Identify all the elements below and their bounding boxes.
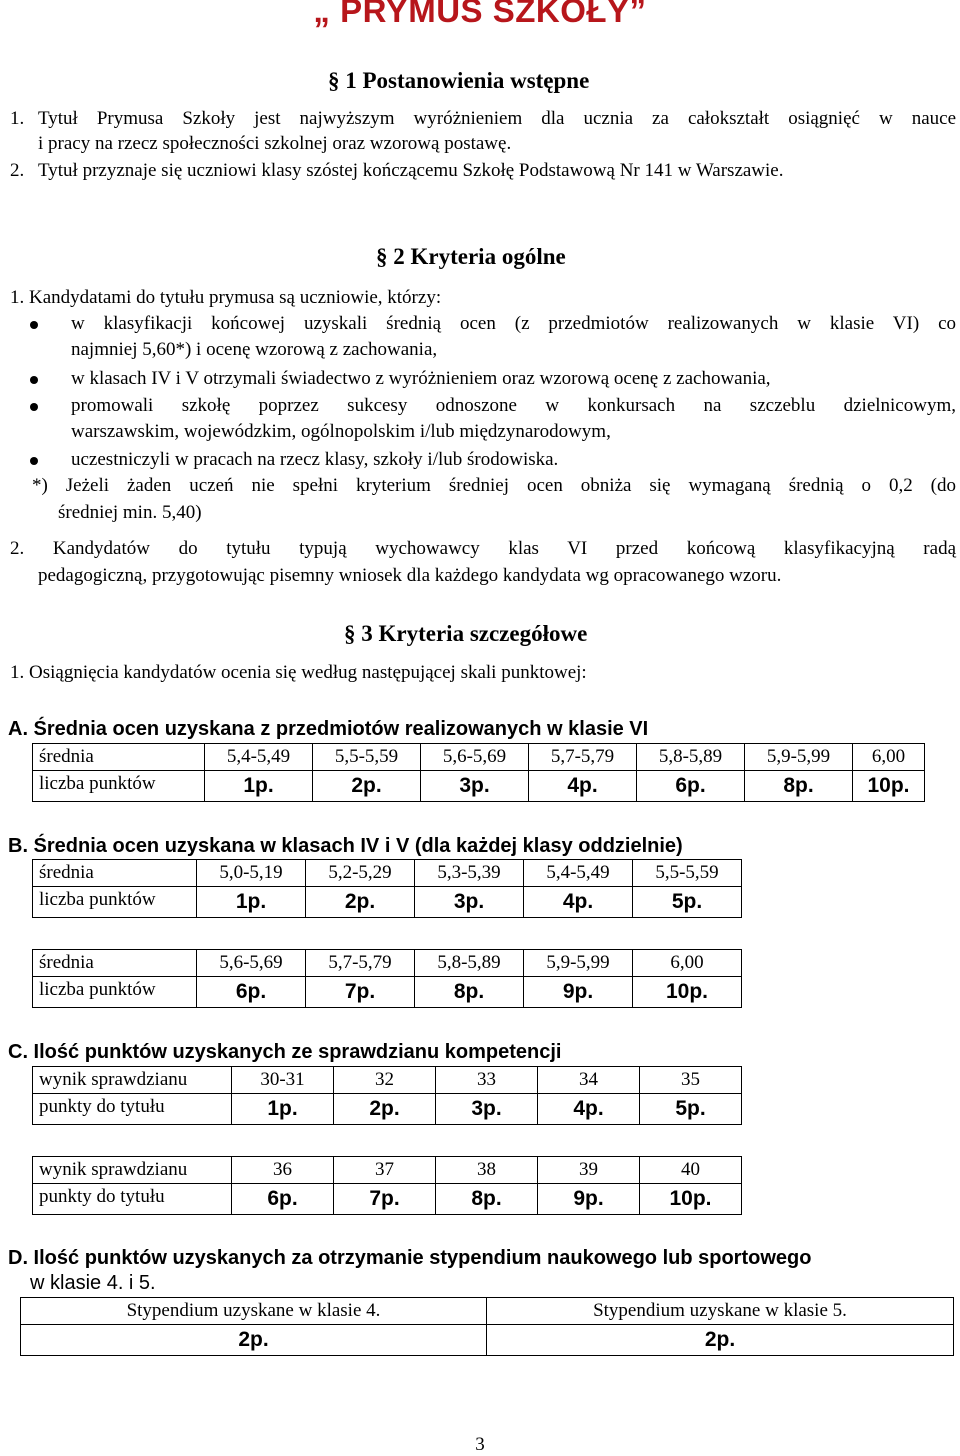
points-cell: 8p. xyxy=(745,771,853,802)
table-row xyxy=(33,1184,742,1215)
points-cell: 6p. xyxy=(232,1184,334,1215)
table-d-heading-line1: D. Ilość punktów uzyskanych za otrzymanie stypendium naukowego lub sportowego xyxy=(8,1247,812,1269)
row-label-result: wynik sprawdzianu xyxy=(33,1067,232,1094)
points-cell: 1p. xyxy=(197,887,306,918)
result-cell: 34 xyxy=(538,1067,640,1094)
s1-item1-number: 1. xyxy=(10,108,25,129)
points-cell: 10p. xyxy=(853,771,925,802)
result-cell: 30-31 xyxy=(232,1067,334,1094)
row-label-points: punkty do tytułu xyxy=(33,1094,232,1125)
points-cell: 4p. xyxy=(538,1094,640,1125)
row-label-srednia: średnia xyxy=(33,744,205,771)
bullet-icon xyxy=(30,376,38,384)
points-cell: 4p. xyxy=(524,887,633,918)
bullet-icon xyxy=(30,403,38,411)
points-cell: 3p. xyxy=(415,887,524,918)
points-cell: 2p. xyxy=(313,771,421,802)
points-cell: 6p. xyxy=(637,771,745,802)
s1-item1-line1: Tytuł Prymusa Szkoły jest najwyższym wyróżnieniem dla ucznia za całokształt osiągnięć w nauce xyxy=(38,108,956,129)
s2-item2-line2: pedagogiczną, przygotowując pisemny wniosek dla każdego kandydata wg opracowanego wzoru. xyxy=(38,565,782,586)
row-label-points: liczba punktów xyxy=(33,887,197,918)
table-b-part2 xyxy=(32,949,742,1008)
table-row xyxy=(33,977,742,1008)
table-row xyxy=(33,744,925,771)
result-cell: 33 xyxy=(436,1067,538,1094)
points-cell: 6p. xyxy=(197,977,306,1008)
bullet-icon xyxy=(30,457,38,465)
table-row xyxy=(21,1298,954,1325)
s2-bullet3-line1: promowali szkołę poprzez sukcesy odnoszone w konkursach na szczeblu dzielnicowym, xyxy=(71,395,956,416)
row-label-points: liczba punktów xyxy=(33,771,205,802)
range-cell: 5,7-5,79 xyxy=(529,744,637,771)
table-b-heading: B. Średnia ocen uzyskana w klasach IV i V (dla każdej klasy oddzielnie) xyxy=(8,835,683,857)
range-cell: 6,00 xyxy=(853,744,925,771)
table-c-part2 xyxy=(32,1156,742,1215)
s2-note-line2: średniej min. 5,40) xyxy=(58,502,202,523)
points-cell: 8p. xyxy=(436,1184,538,1215)
s1-item2-number: 2. xyxy=(10,160,25,181)
table-c-part1 xyxy=(32,1066,742,1125)
s2-bullet1-line1: w klasyfikacji końcowej uzyskali średnią ocen (z przedmiotów realizowanych w klasie VI) co xyxy=(71,313,956,334)
points-cell: 8p. xyxy=(415,977,524,1008)
table-d xyxy=(20,1297,954,1356)
table-b-part1 xyxy=(32,859,742,918)
table-row xyxy=(33,860,742,887)
table-row xyxy=(33,887,742,918)
points-cell: 10p. xyxy=(633,977,742,1008)
points-cell: 1p. xyxy=(205,771,313,802)
s1-item1-line2: i pracy na rzecz społeczności szkolnej oraz wzorową postawę. xyxy=(38,133,512,154)
table-row xyxy=(33,771,925,802)
range-cell: 5,2-5,29 xyxy=(306,860,415,887)
row-label-srednia: średnia xyxy=(33,860,197,887)
result-cell: 38 xyxy=(436,1157,538,1184)
scholarship-class-4-header: Stypendium uzyskane w klasie 4. xyxy=(21,1298,487,1325)
section-2-heading: § 2 Kryteria ogólne xyxy=(376,244,566,269)
range-cell: 5,5-5,59 xyxy=(313,744,421,771)
s2-note-line1: *) Jeżeli żaden uczeń nie spełni kryterium średniej ocen obniża się wymaganą średnią o 0,2 (do xyxy=(32,475,956,496)
s2-item2-line1: 2. Kandydatów do tytułu typują wychowawcy klas VI przed końcową klasyfikacyjną radą xyxy=(10,538,956,559)
points-cell: 3p. xyxy=(421,771,529,802)
row-label-points: punkty do tytułu xyxy=(33,1184,232,1215)
table-a xyxy=(32,743,925,802)
range-cell: 5,7-5,79 xyxy=(306,950,415,977)
s2-item1-intro: 1. Kandydatami do tytułu prymusa są uczniowie, którzy: xyxy=(10,287,442,308)
range-cell: 5,3-5,39 xyxy=(415,860,524,887)
s3-item1: 1. Osiągnięcia kandydatów ocenia się według następującej skali punktowej: xyxy=(10,662,587,683)
points-cell: 9p. xyxy=(538,1184,640,1215)
points-cell: 7p. xyxy=(334,1184,436,1215)
range-cell: 5,6-5,69 xyxy=(197,950,306,977)
points-cell: 2p. xyxy=(334,1094,436,1125)
points-cell: 1p. xyxy=(232,1094,334,1125)
points-cell: 5p. xyxy=(633,887,742,918)
s2-bullet2-line1: w klasach IV i V otrzymali świadectwo z wyróżnieniem oraz wzorową ocenę z zachowania, xyxy=(71,368,771,389)
result-cell: 40 xyxy=(640,1157,742,1184)
row-label-result: wynik sprawdzianu xyxy=(33,1157,232,1184)
range-cell: 5,5-5,59 xyxy=(633,860,742,887)
s2-bullet3-line2: warszawskim, wojewódzkim, ogólnopolskim i/lub międzynarodowym, xyxy=(71,421,611,442)
points-cell: 2p. xyxy=(306,887,415,918)
points-cell: 5p. xyxy=(640,1094,742,1125)
section-3-heading: § 3 Kryteria szczegółowe xyxy=(344,621,588,646)
s2-bullet1-line2: najmniej 5,60*) i ocenę wzorową z zachowania, xyxy=(71,339,438,360)
points-cell: 4p. xyxy=(529,771,637,802)
range-cell: 5,6-5,69 xyxy=(421,744,529,771)
table-row xyxy=(33,1067,742,1094)
result-cell: 32 xyxy=(334,1067,436,1094)
table-row xyxy=(33,1094,742,1125)
table-row xyxy=(33,950,742,977)
range-cell: 6,00 xyxy=(633,950,742,977)
table-a-heading: A. Średnia ocen uzyskana z przedmiotów realizowanych w klasie VI xyxy=(8,718,649,740)
row-label-points: liczba punktów xyxy=(33,977,197,1008)
result-cell: 39 xyxy=(538,1157,640,1184)
result-cell: 37 xyxy=(334,1157,436,1184)
points-cell: 7p. xyxy=(306,977,415,1008)
row-label-srednia: średnia xyxy=(33,950,197,977)
s1-item2-line1: Tytuł przyznaje się uczniowi klasy szóstej kończącemu Szkołę Podstawową Nr 141 w Warszawie. xyxy=(38,160,784,181)
result-cell: 36 xyxy=(232,1157,334,1184)
page-number: 3 xyxy=(475,1434,485,1455)
range-cell: 5,9-5,99 xyxy=(524,950,633,977)
range-cell: 5,4-5,49 xyxy=(524,860,633,887)
range-cell: 5,0-5,19 xyxy=(197,860,306,887)
table-c-heading: C. Ilość punktów uzyskanych ze sprawdzianu kompetencji xyxy=(8,1041,562,1063)
table-d-heading-line2: w klasie 4. i 5. xyxy=(30,1272,156,1294)
scholarship-class-5-header: Stypendium uzyskane w klasie 5. xyxy=(487,1298,954,1325)
bullet-icon xyxy=(30,321,38,329)
table-row xyxy=(33,1157,742,1184)
points-cell: 3p. xyxy=(436,1094,538,1125)
section-1-heading: § 1 Postanowienia wstępne xyxy=(328,68,590,93)
points-cell: 2p. xyxy=(487,1325,954,1356)
points-cell: 10p. xyxy=(640,1184,742,1215)
points-cell: 2p. xyxy=(21,1325,487,1356)
range-cell: 5,4-5,49 xyxy=(205,744,313,771)
s2-bullet4-line1: uczestniczyli w pracach na rzecz klasy, szkoły i/lub środowiska. xyxy=(71,449,559,470)
range-cell: 5,9-5,99 xyxy=(745,744,853,771)
table-row xyxy=(21,1325,954,1356)
points-cell: 9p. xyxy=(524,977,633,1008)
range-cell: 5,8-5,89 xyxy=(637,744,745,771)
document-title: „ PRYMUS SZKOŁY” xyxy=(313,0,647,29)
range-cell: 5,8-5,89 xyxy=(415,950,524,977)
result-cell: 35 xyxy=(640,1067,742,1094)
